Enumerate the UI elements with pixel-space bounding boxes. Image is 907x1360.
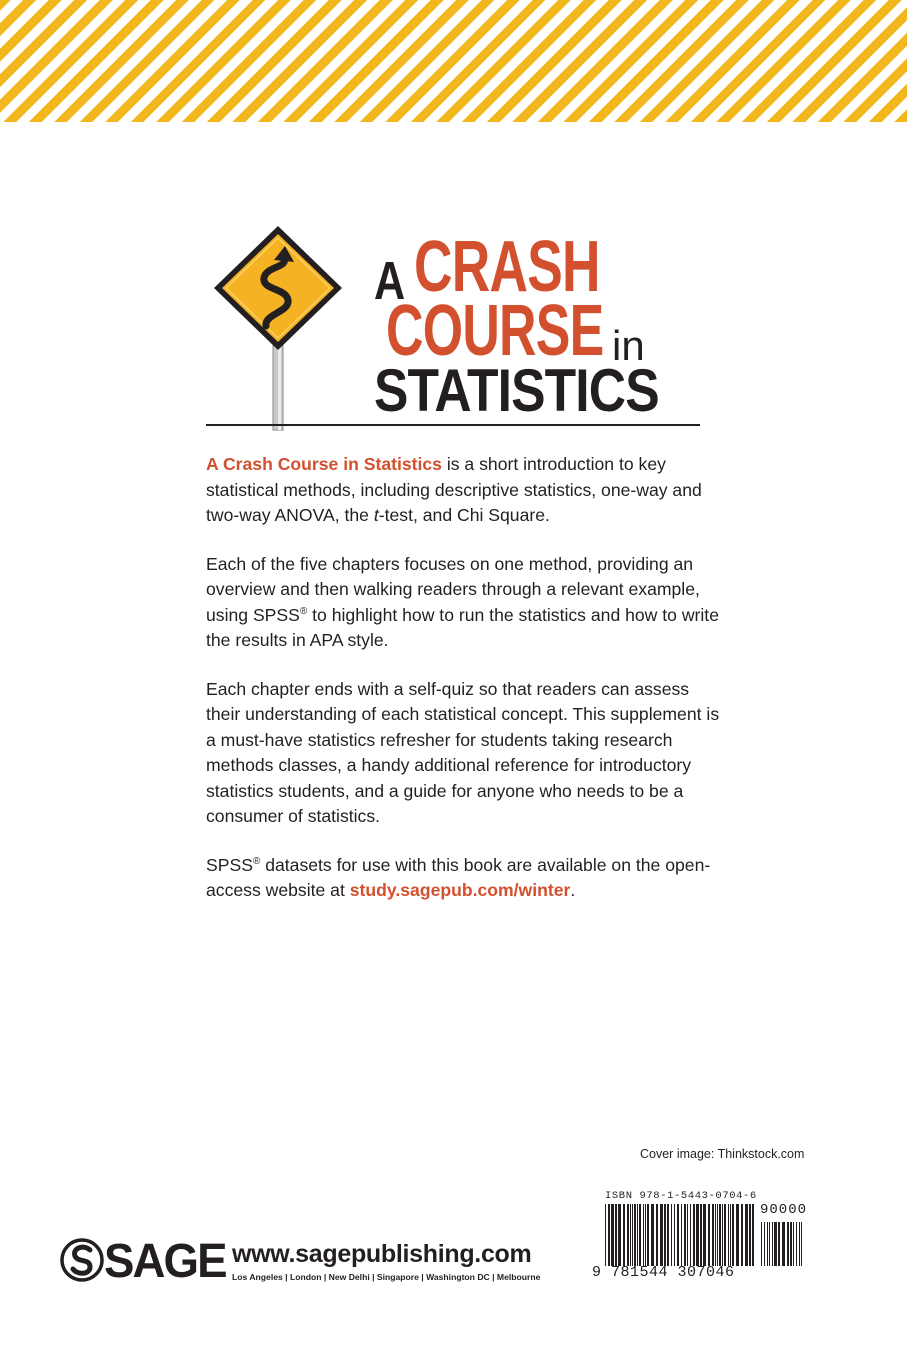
barcode-bar	[664, 1204, 666, 1266]
barcode-bar	[717, 1204, 718, 1266]
description-paragraph-4: SPSS® datasets for use with this book are available on the open-access website at study.sagepub.com/winter.	[206, 854, 711, 900]
barcode-bar	[801, 1222, 802, 1266]
barcode-bar	[703, 1204, 706, 1266]
barcode-bar	[712, 1204, 714, 1266]
barcode-bar	[647, 1204, 649, 1266]
barcode-bar	[651, 1204, 654, 1266]
barcode-bar	[681, 1204, 682, 1266]
barcode-bar	[696, 1204, 699, 1266]
title-word-in: in	[612, 322, 645, 369]
hazard-stripe-band	[0, 0, 907, 122]
barcode-supplement-digits: 90000	[760, 1202, 808, 1218]
barcode-bar	[774, 1222, 777, 1266]
barcode-bar	[799, 1222, 800, 1266]
barcode-bar	[645, 1204, 646, 1266]
cover-title	[372, 226, 692, 424]
barcode-bar	[724, 1204, 726, 1266]
barcode-bar	[677, 1204, 679, 1266]
barcode-bar	[667, 1204, 669, 1266]
barcode-bar	[618, 1204, 621, 1266]
barcode-bar	[660, 1204, 663, 1266]
barcode-bar	[690, 1204, 691, 1266]
title-word-statistics: STATISTICS	[374, 357, 659, 424]
barcode-bar	[787, 1222, 789, 1266]
barcode-bar	[745, 1204, 748, 1266]
barcode-bar	[761, 1222, 762, 1266]
cover-image-credit: Cover image: Thinkstock.com	[640, 1147, 805, 1161]
barcode-digits: 9 781544 307046	[592, 1264, 735, 1281]
barcode-bar	[728, 1204, 729, 1266]
barcode-bar	[693, 1204, 695, 1266]
barcode-bar	[764, 1222, 765, 1266]
title-word-crash: CRASH	[414, 227, 600, 307]
barcode-bar	[752, 1204, 754, 1266]
barcode-bar	[634, 1204, 636, 1266]
barcode-bar	[687, 1204, 688, 1266]
isbn-text: ISBN 978-1-5443-0704-6	[605, 1190, 757, 1202]
barcode-bar	[719, 1204, 721, 1266]
barcode-bar	[611, 1204, 614, 1266]
barcode-bar	[637, 1204, 638, 1266]
isbn-barcode	[604, 1204, 756, 1266]
barcode-bar	[674, 1204, 675, 1266]
supplement-barcode	[760, 1222, 806, 1266]
description-paragraph-2: Each of the five chapters focuses on one method, providing an overview and then walking readers through a relevant example, using SPSS® to highlight how to run the statistics and how to write the results in APA style.	[206, 553, 719, 650]
barcode-bar	[671, 1204, 672, 1266]
barcode-bar	[605, 1204, 606, 1266]
barcode-bar	[615, 1204, 617, 1266]
barcode-bar	[782, 1222, 785, 1266]
barcode-bar	[708, 1204, 710, 1266]
barcode-bar	[715, 1204, 716, 1266]
barcode-bar	[736, 1204, 739, 1266]
barcode-bar	[656, 1204, 658, 1266]
barcode-bar	[722, 1204, 723, 1266]
barcode-bar	[627, 1204, 629, 1266]
publisher-cities: Los Angeles | London | New Delhi | Singapore | Washington DC | Melbourne	[232, 1272, 541, 1282]
description-paragraph-1: A Crash Course in Statistics is a short introduction to key statistical methods, including descriptive statistics, one-way and two-way ANOVA, the t-test, and Chi Square.	[206, 454, 702, 525]
barcode-bar	[732, 1204, 734, 1266]
description-paragraph-3: Each chapter ends with a self-quiz so that readers can assess their understanding of each statistical concept. This supplement is a must-have statistics refresher for students taking research methods classes, a handy additional reference for introductory statistics students, and a guide for anyone who needs to be a consumer of statistics.	[206, 678, 720, 826]
barcode-bar	[793, 1222, 794, 1266]
title-word-a: A	[374, 251, 406, 311]
barcode-bar	[700, 1204, 702, 1266]
barcode-bar	[778, 1222, 780, 1266]
title-divider	[206, 424, 700, 426]
barcode-bar	[767, 1222, 768, 1266]
barcode-bar	[769, 1222, 770, 1266]
barcode-bar	[790, 1222, 792, 1266]
book-description	[206, 452, 726, 927]
barcode-bar	[749, 1204, 751, 1266]
barcode-bar	[632, 1204, 633, 1266]
barcode-bar	[684, 1204, 686, 1266]
sage-logo-icon	[60, 1236, 104, 1284]
barcode-bar	[730, 1204, 731, 1266]
publisher-url[interactable]: www.sagepublishing.com	[232, 1240, 532, 1268]
barcode-bar	[741, 1204, 743, 1266]
dataset-website-link[interactable]: study.sagepub.com/winter	[349, 880, 571, 900]
barcode-bar	[608, 1204, 610, 1266]
book-title-inline: A Crash Course in Statistics	[206, 454, 442, 474]
barcode-bar	[623, 1204, 625, 1266]
winding-road-sign-icon	[210, 222, 350, 432]
barcode-bar	[630, 1204, 631, 1266]
barcode-bar	[772, 1222, 773, 1266]
barcode-bar	[643, 1204, 644, 1266]
barcode-bar	[796, 1222, 797, 1266]
barcode-bar	[639, 1204, 641, 1266]
publisher-name: SAGE	[104, 1235, 226, 1288]
title-word-course: COURSE	[386, 291, 604, 371]
